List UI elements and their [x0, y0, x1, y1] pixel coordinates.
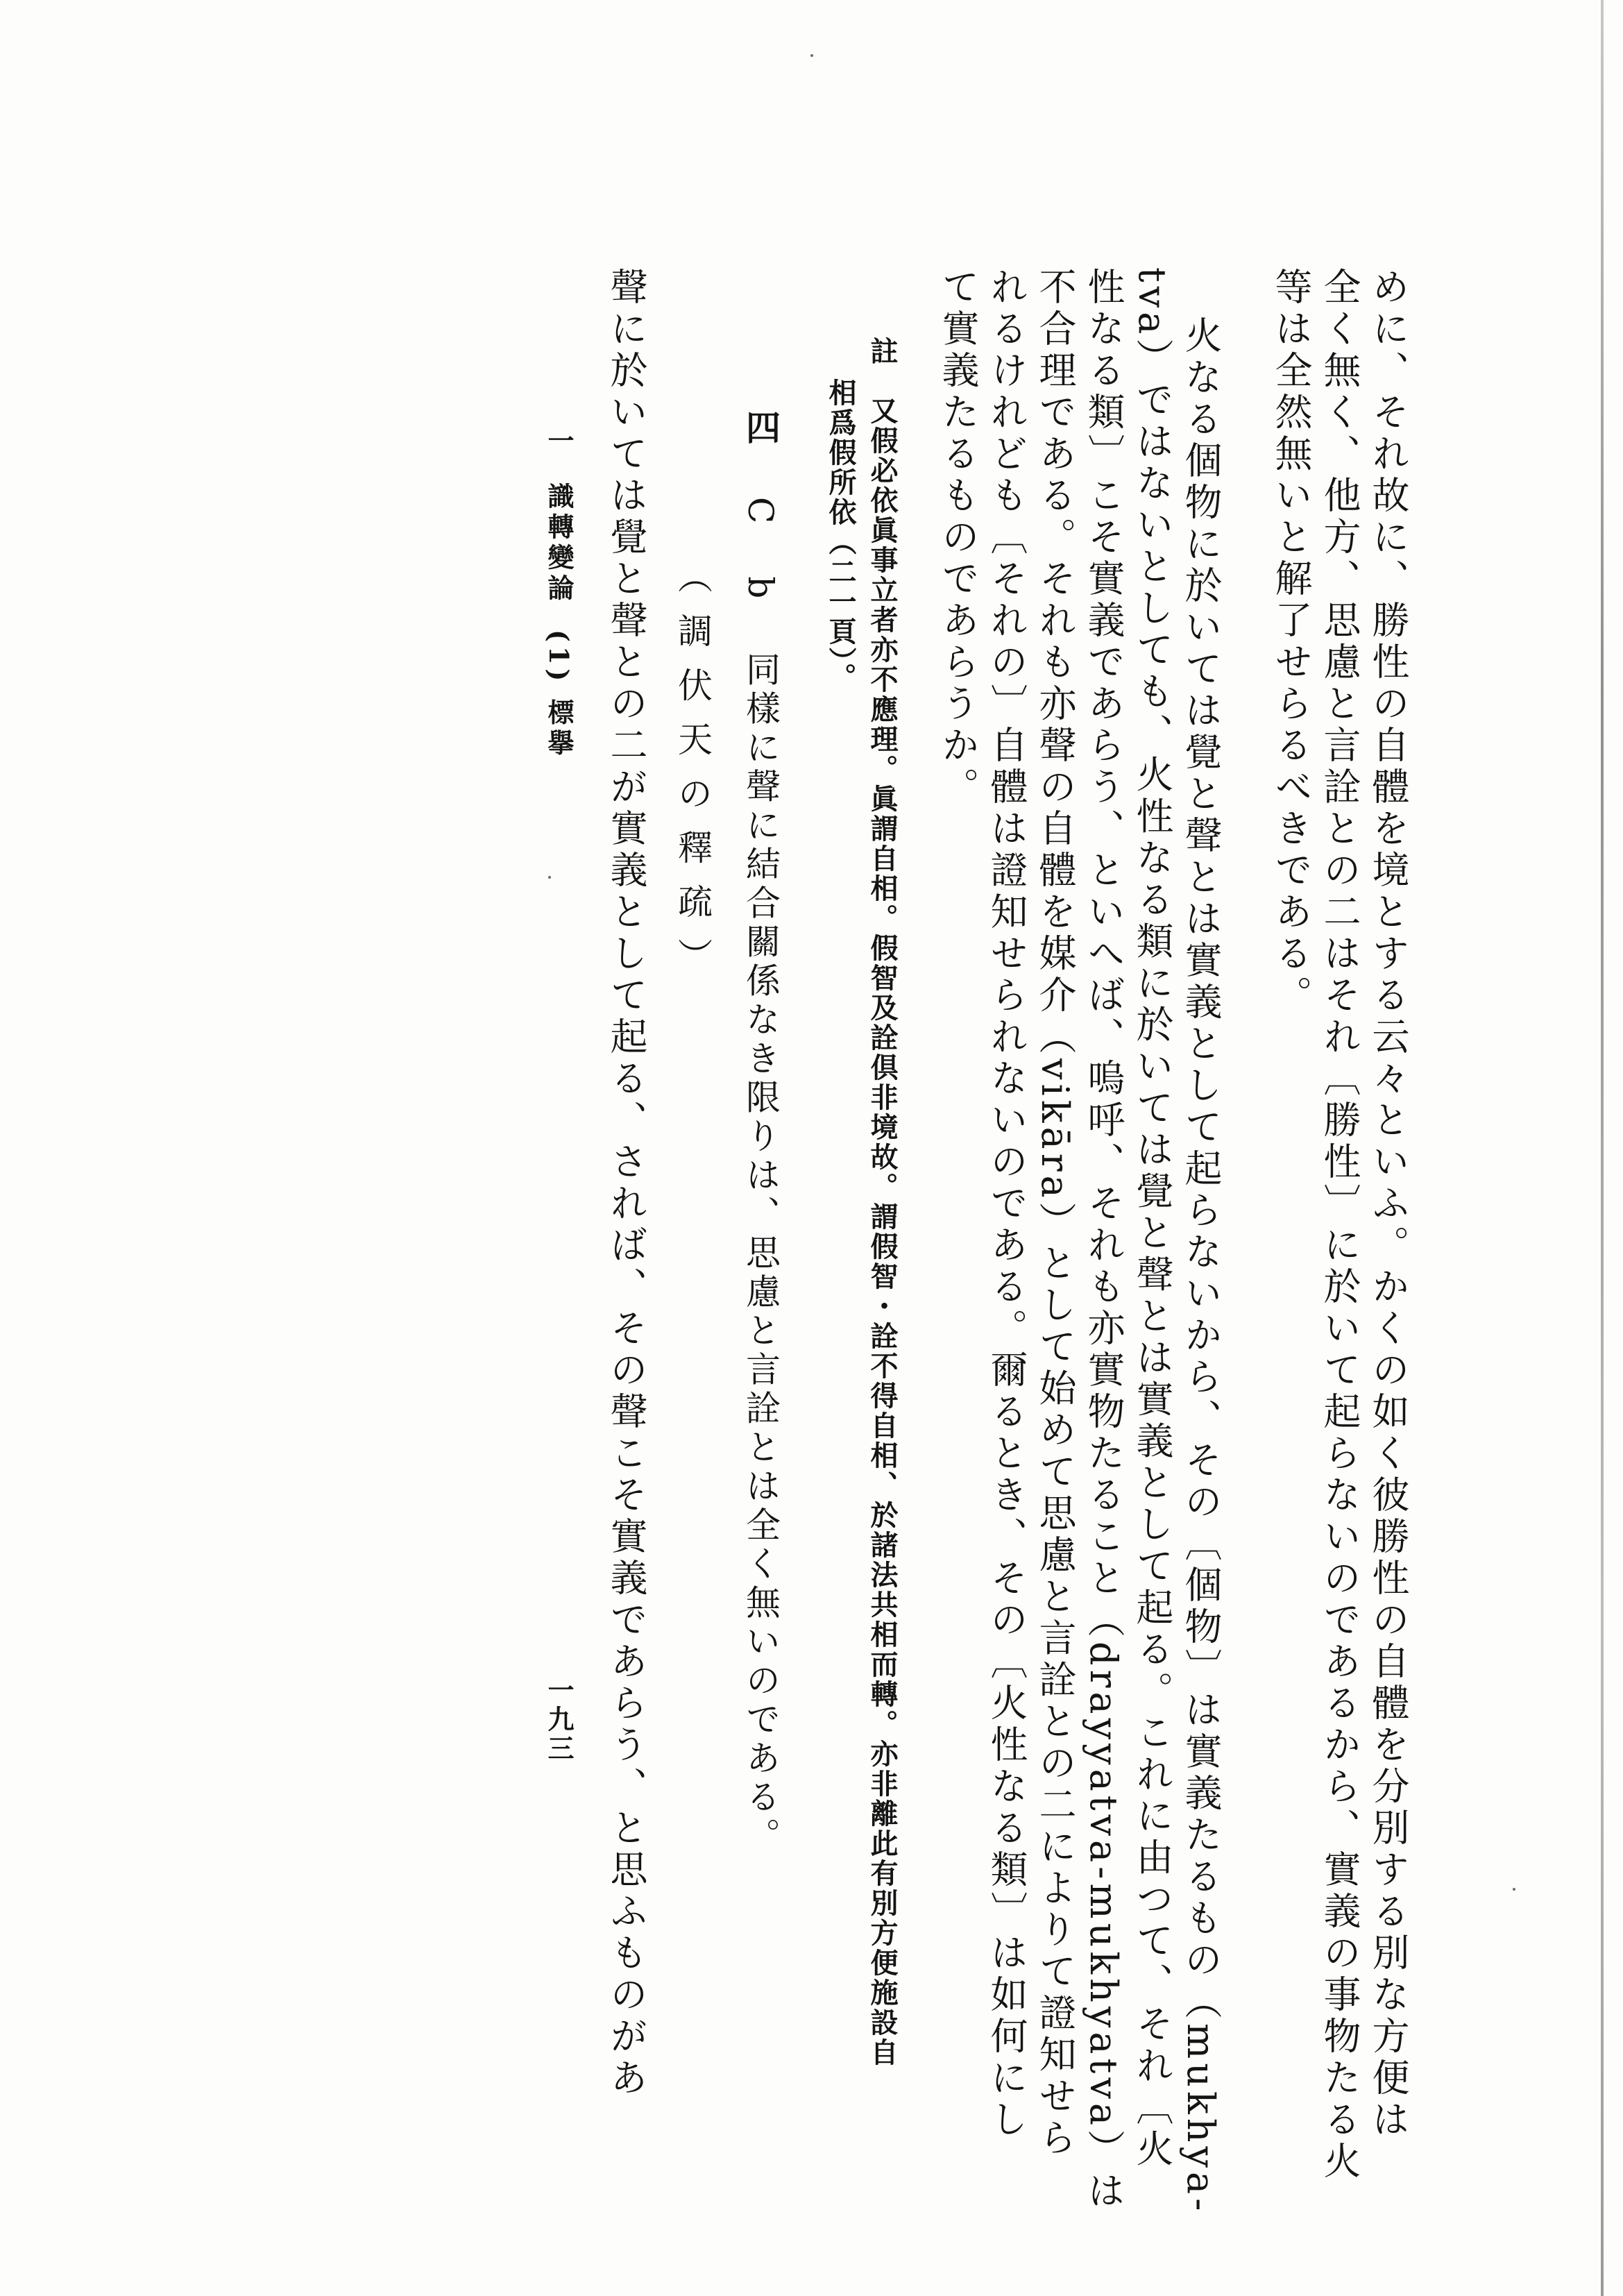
running-footer	[543, 427, 575, 760]
body-text-column: 不合理である。それも亦聲の自體を媒介（vikāra）として始めて思慮と言詮との二によりて證知せら	[1033, 267, 1077, 2160]
body-text-column: tva）ではないとしても、火性なる類に於いては覺と聲とは實義として起る。これに由つて、それ〔火	[1130, 267, 1174, 2171]
body-text-column: 全く無く、他方、思慮と言詮との二はそれ〔勝性〕に於いて起らないのであるから、實義の事物たる火	[1318, 267, 1361, 2183]
footnote-line: 相爲假所依（二一頁）。	[824, 378, 857, 693]
section-label: (1) 標擧	[543, 630, 575, 760]
page-edge-rule	[1601, 0, 1604, 2296]
scan-speck	[548, 876, 551, 879]
section-label-b: b	[740, 576, 781, 603]
body-text-column: 等は全然無いと解了せらるべきである。	[1269, 267, 1313, 1017]
section-number: 四	[740, 410, 781, 448]
footnote-line: 註 又假必依眞事立者亦不應理。眞謂自相。假智及詮倶非境故。謂假智・詮不得自相、於諸法共相而轉。亦非離此有別方便施設自	[866, 337, 899, 2068]
page-number: 一九三	[543, 1676, 575, 1764]
body-text-column: 性なる類〕こそ實義であらう、といへば、嗚呼、それも亦實物たること（drayyatva-mukhyatva）は	[1082, 267, 1125, 2213]
body-text-column: れるけれども〔それの〕自體は證知せられないのである。爾るとき、その〔火性なる類〕は如何にし	[985, 267, 1028, 2141]
section-label-c: C	[740, 497, 781, 528]
body-text-column: て實義たるものであらうか。	[936, 267, 980, 809]
subheading: （調伏天の釋疏）	[672, 559, 713, 992]
chapter-mark: 一	[543, 427, 575, 457]
body-text-column: 聲に於いては覺と聲との二が實義として起る、されば、その聲こそ實義であらう、と思ふものがあ	[604, 267, 648, 2100]
body-text-column: めに、それ故に、勝性の自體を境とする云々といふ。かくの如く彼勝性の自體を分別する別な方便は	[1366, 267, 1410, 2141]
scan-speck	[1513, 1888, 1515, 1891]
scan-speck	[810, 54, 813, 57]
section-heading	[740, 410, 781, 1857]
body-text-column: 火なる個物に於いては覺と聲とは實義として起らないから、その〔個物〕は實義たるもの（mukhya-	[1179, 316, 1223, 2215]
section-heading-text: 同樣に聲に結合關係なき限りは、思慮と言詮とは全く無いのである。	[740, 651, 781, 1857]
book-title: 識轉變論	[543, 482, 575, 605]
